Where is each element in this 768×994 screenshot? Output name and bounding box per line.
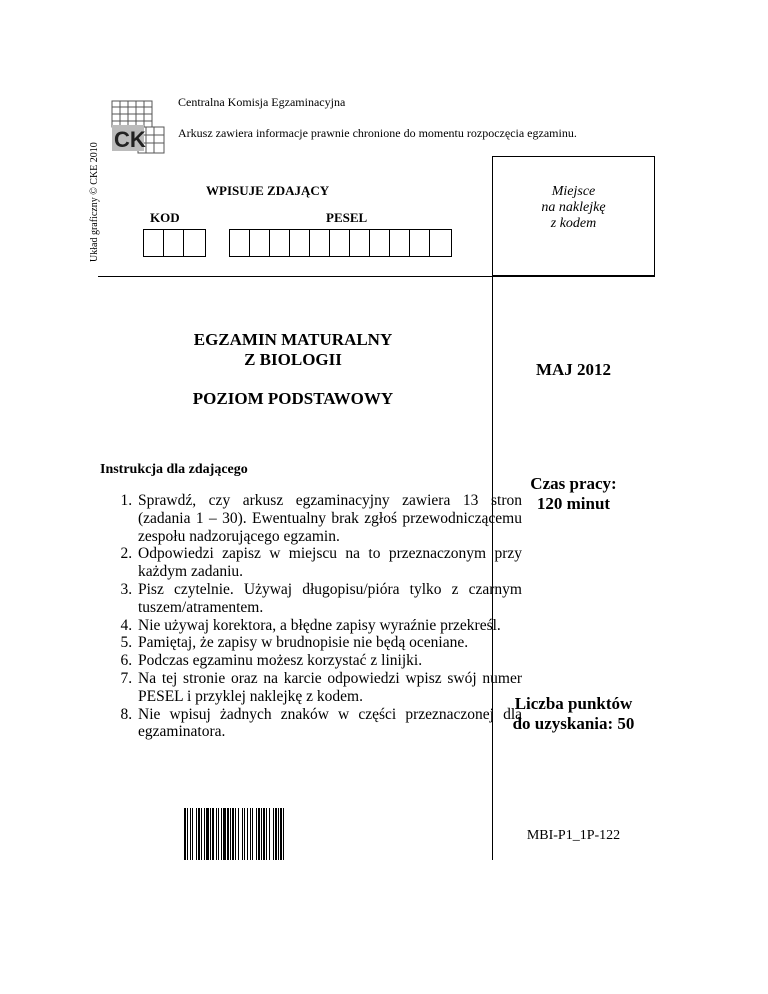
pesel-cell[interactable]	[310, 230, 330, 256]
instructions-heading: Instrukcja dla zdającego	[100, 462, 248, 477]
time-line-2: 120 minut	[536, 494, 611, 513]
instruction-item: 4. Nie używaj korektora, a błędne zapisy wyraźnie przekreśl.	[136, 617, 522, 635]
instruction-item: 6. Podczas egzaminu możesz korzystać z linijki.	[136, 652, 522, 670]
instruction-item: 3. Pisz czytelnie. Używaj długopisu/pióra tylko z czarnym tuszem/atramentem.	[136, 581, 522, 617]
points-info	[492, 694, 655, 734]
logo-text: CK	[114, 127, 146, 152]
kod-field[interactable]	[143, 229, 206, 257]
sticker-line-3: z kodem	[550, 216, 597, 231]
barcode	[184, 808, 398, 860]
pesel-label: PESEL	[326, 210, 368, 225]
header-divider	[98, 276, 655, 277]
student-fields-title: WPISUJE ZDAJĄCY	[206, 183, 330, 198]
pesel-cell[interactable]	[370, 230, 390, 256]
instruction-item: 5. Pamiętaj, że zapisy w brudnopisie nie będą oceniane.	[136, 634, 522, 652]
points-line-1: Liczba punktów	[514, 694, 633, 713]
commission-name: Centralna Komisja Egzaminacyjna	[178, 95, 346, 109]
time-line-1: Czas pracy:	[530, 474, 617, 493]
pesel-cell[interactable]	[250, 230, 270, 256]
kod-cell[interactable]	[164, 230, 184, 256]
kod-cell[interactable]	[144, 230, 164, 256]
instruction-item: 7. Na tej stronie oraz na karcie odpowiedzi wpisz swój numer PESEL i przyklej naklejkę z kodem.	[136, 670, 522, 706]
instruction-item: 2. Odpowiedzi zapisz w miejscu na to przeznaczonym przy każdym zadaniu.	[136, 545, 522, 581]
exam-title-line-2: Z BIOLOGII	[244, 350, 342, 369]
instructions-list	[100, 492, 522, 741]
sticker-label	[492, 184, 655, 232]
pesel-cell[interactable]	[410, 230, 430, 256]
cke-logo	[108, 97, 170, 159]
instruction-item: 1. Sprawdź, czy arkusz egzaminacyjny zawiera 13 stron (zadania 1 – 30). Ewentualny brak zgłoś przewodniczącemu zespołu nadzorującego egzamin.	[136, 492, 522, 545]
exam-title-line-1: EGZAMIN MATURALNY	[193, 330, 393, 349]
sticker-line-1: Miejsce	[551, 184, 596, 199]
copyright-side-text: Układ graficzny © CKE 2010	[89, 142, 100, 262]
sticker-line-2: na naklejkę	[541, 200, 606, 215]
pesel-cell[interactable]	[290, 230, 310, 256]
exam-title	[100, 330, 486, 370]
notice-text: Arkusz zawiera informacje prawnie chronione do momentu rozpoczęcia egzaminu.	[178, 126, 577, 140]
time-info	[492, 474, 655, 514]
pesel-cell[interactable]	[230, 230, 250, 256]
pesel-cell[interactable]	[430, 230, 450, 256]
pesel-cell[interactable]	[350, 230, 370, 256]
sheet-code: MBI-P1_1P-122	[526, 828, 621, 843]
exam-level: POZIOM PODSTAWOWY	[192, 389, 394, 408]
barcode-bar	[284, 808, 286, 860]
kod-cell[interactable]	[184, 230, 204, 256]
kod-label: KOD	[150, 210, 180, 225]
pesel-cell[interactable]	[330, 230, 350, 256]
pesel-cell[interactable]	[270, 230, 290, 256]
pesel-field[interactable]	[229, 229, 452, 257]
points-line-2: do uzyskania: 50	[512, 714, 635, 733]
exam-date: MAJ 2012	[535, 360, 612, 379]
pesel-cell[interactable]	[390, 230, 410, 256]
instruction-item: 8. Nie wpisuj żadnych znaków w części przeznaczonej dla egzaminatora.	[136, 706, 522, 742]
